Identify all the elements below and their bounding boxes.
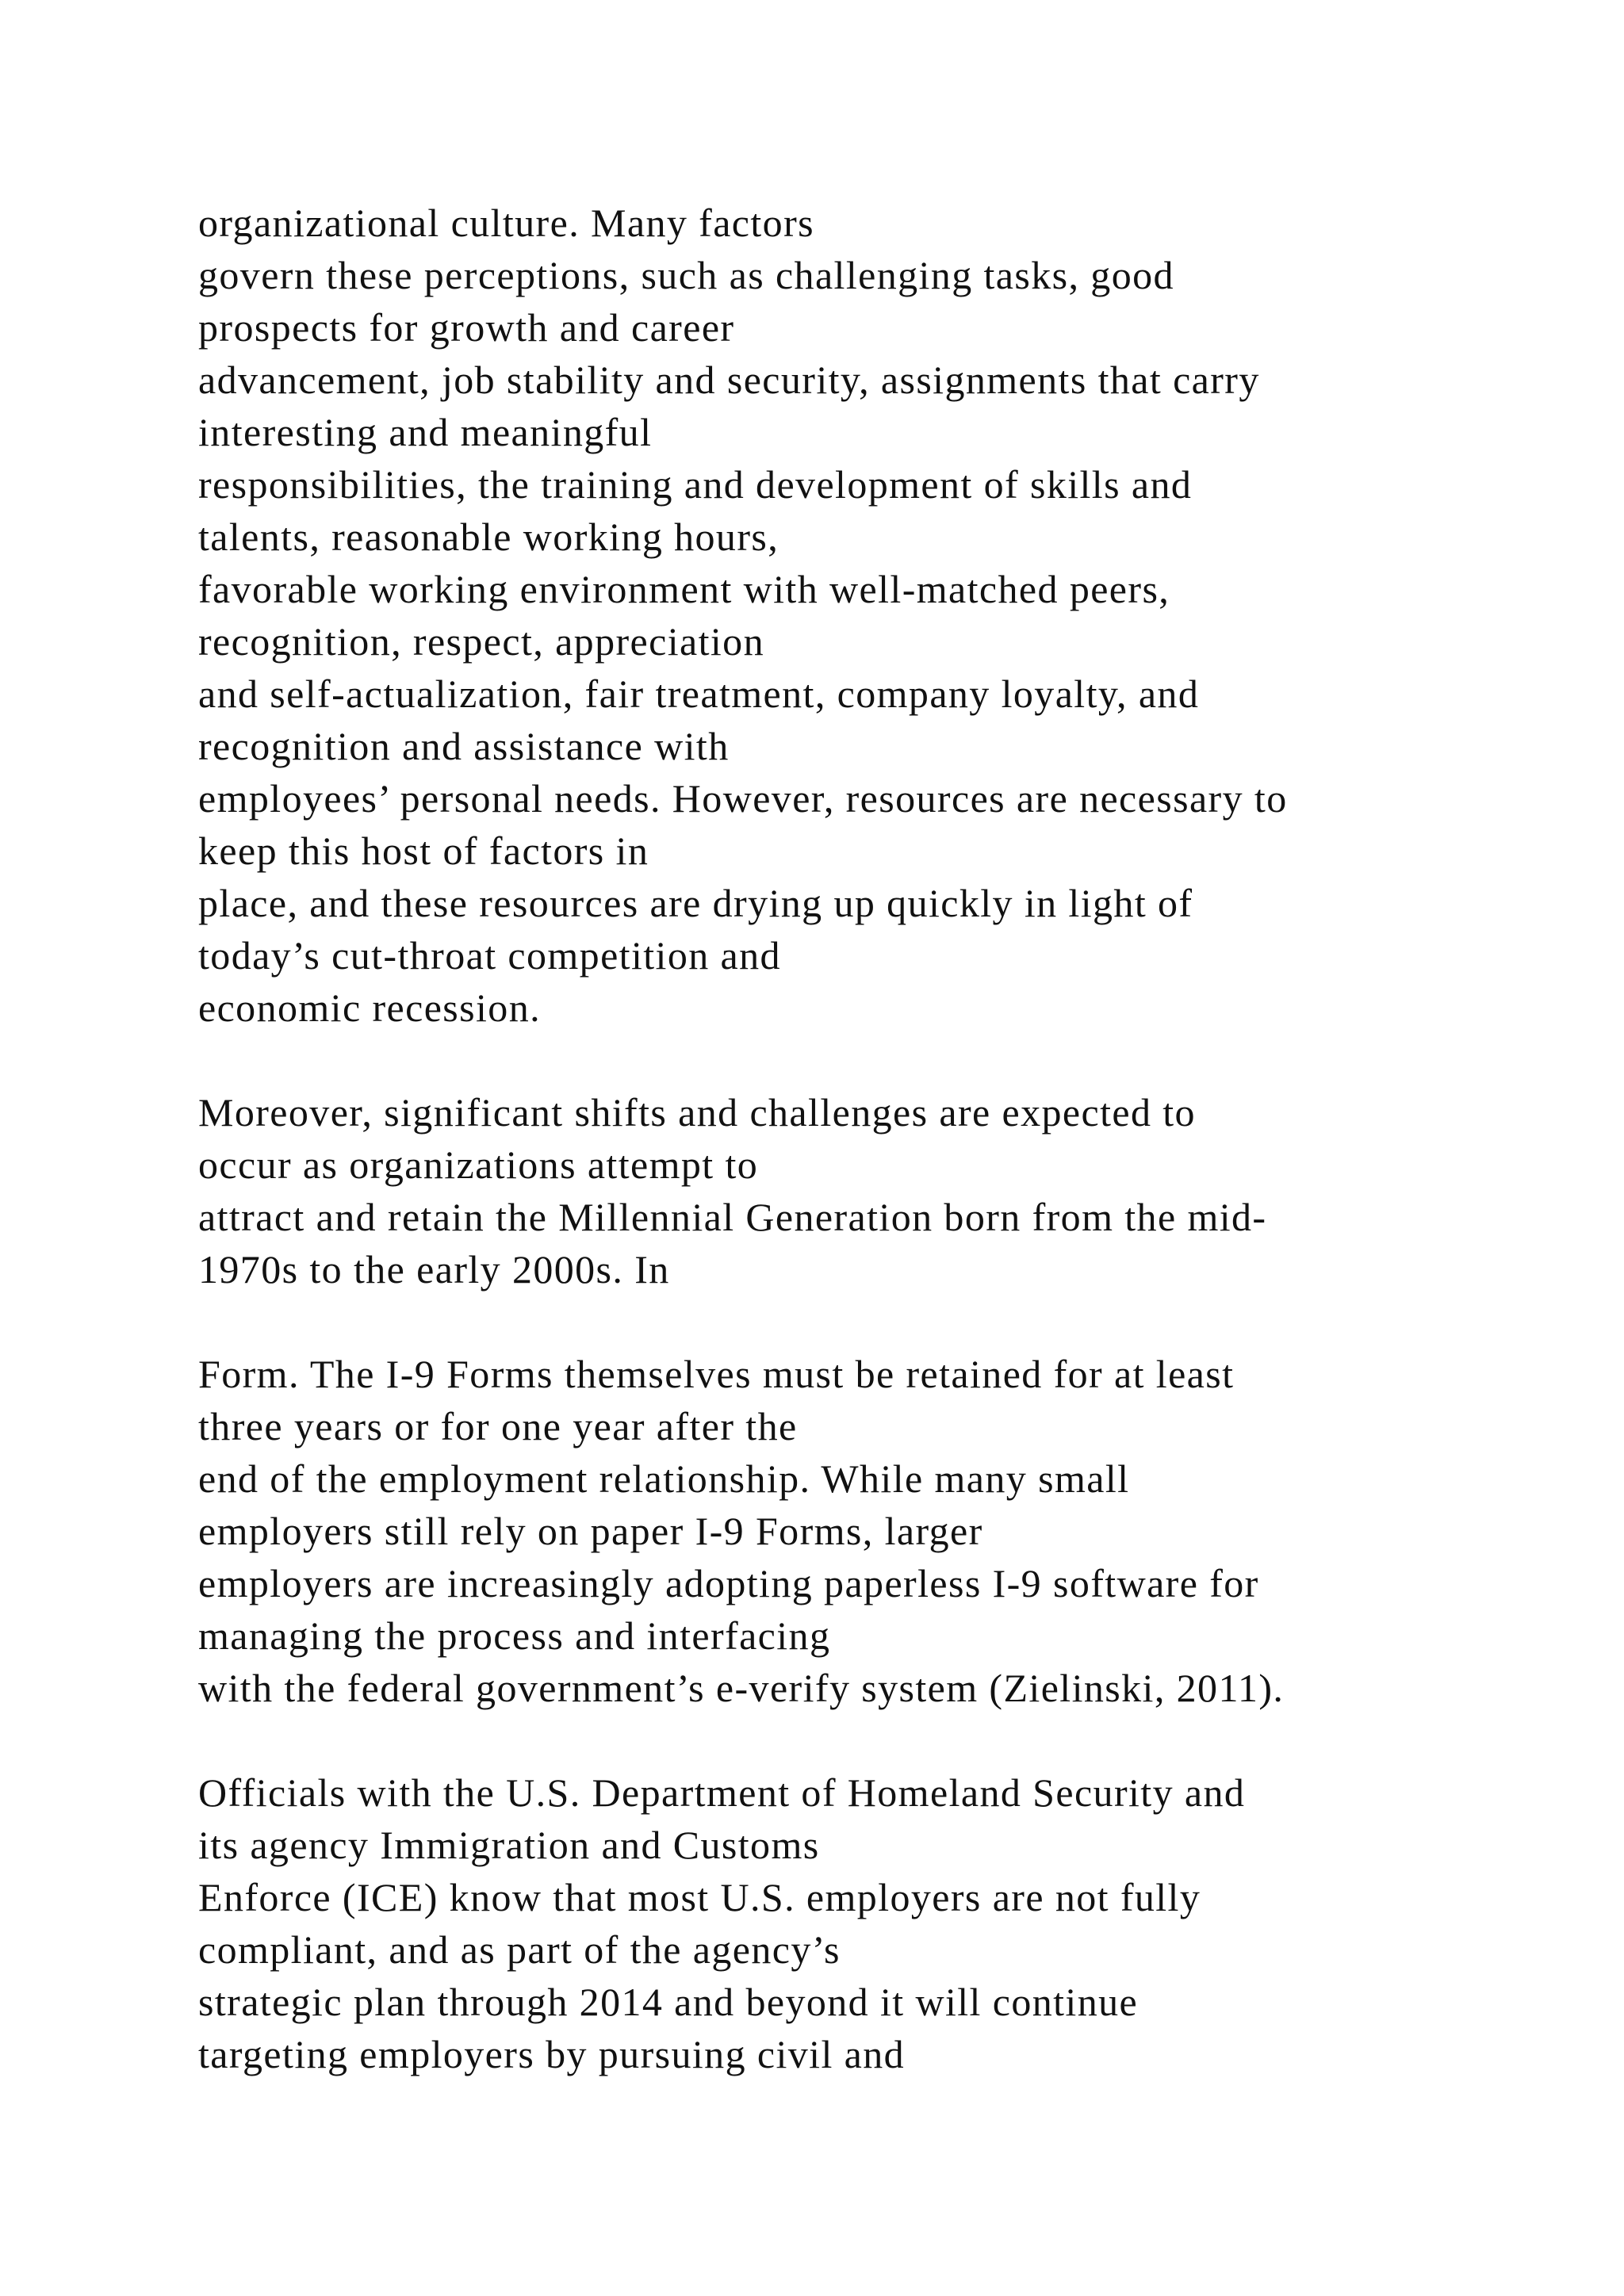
- text-line: Moreover, significant shifts and challenges are expected to: [198, 1090, 1196, 1135]
- text-line: interesting and meaningful: [198, 410, 653, 454]
- text-line: managing the process and interfacing: [198, 1613, 831, 1658]
- text-line: employers still rely on paper I-9 Forms, larger: [198, 1509, 983, 1553]
- text-line: keep this host of factors in: [198, 828, 649, 873]
- text-line: Enforce (ICE) know that most U.S. employers are not fully: [198, 1875, 1201, 1919]
- text-line: Form. The I-9 Forms themselves must be retained for at least: [198, 1352, 1235, 1396]
- text-line: talents, reasonable working hours,: [198, 515, 779, 559]
- text-line: 1970s to the early 2000s. In: [198, 1247, 670, 1292]
- text-line: recognition and assistance with: [198, 724, 730, 768]
- text-line: recognition, respect, appreciation: [198, 619, 764, 664]
- text-line: place, and these resources are drying up quickly in light of: [198, 881, 1193, 925]
- text-line: three years or for one year after the: [198, 1404, 798, 1448]
- text-line: attract and retain the Millennial Generation born from the mid-: [198, 1195, 1267, 1239]
- text-line: prospects for growth and career: [198, 305, 735, 350]
- paragraph-4: [198, 1766, 1610, 2080]
- paragraph-1: [198, 197, 1610, 1034]
- text-line: favorable working environment with well-matched peers,: [198, 567, 1170, 611]
- text-line: occur as organizations attempt to: [198, 1142, 759, 1187]
- paragraph-3: [198, 1348, 1610, 1714]
- text-line: employers are increasingly adopting paperless I-9 software for: [198, 1561, 1259, 1605]
- text-line: compliant, and as part of the agency’s: [198, 1927, 841, 1972]
- text-line: responsibilities, the training and development of skills and: [198, 462, 1193, 507]
- text-line: organizational culture. Many factors: [198, 201, 814, 245]
- text-line: with the federal government’s e-verify system (Zielinski, 2011).: [198, 1666, 1285, 1710]
- text-line: today’s cut-throat competition and: [198, 933, 781, 978]
- text-line: end of the employment relationship. While many small: [198, 1456, 1130, 1501]
- text-line: targeting employers by pursuing civil and: [198, 2032, 906, 2076]
- document-body: [198, 197, 1610, 2133]
- text-line: employees’ personal needs. However, resources are necessary to: [198, 776, 1288, 821]
- text-line: economic recession.: [198, 985, 541, 1030]
- text-line: strategic plan through 2014 and beyond it will continue: [198, 1980, 1139, 2024]
- text-line: govern these perceptions, such as challenging tasks, good: [198, 253, 1174, 297]
- text-line: its agency Immigration and Customs: [198, 1823, 820, 1867]
- paragraph-2: [198, 1086, 1610, 1295]
- text-line: and self-actualization, fair treatment, company loyalty, and: [198, 672, 1200, 716]
- text-line: Officials with the U.S. Department of Homeland Security and: [198, 1770, 1246, 1815]
- text-line: advancement, job stability and security, assignments that carry: [198, 358, 1260, 402]
